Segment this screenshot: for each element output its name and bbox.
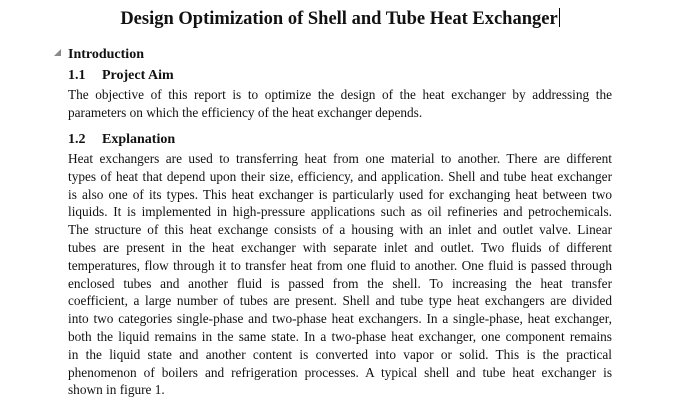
paragraph-line: is also one of its types. This heat exchanger is particularly used for exchanging heat between two [68, 186, 612, 202]
paragraph-line: The structure of this heat exchange consists of a housing with an inlet and outlet valve. Linear [68, 222, 612, 238]
paragraph-line: coefficient, a large number of tubes are present. Shell and tube type heat exchangers are divided [68, 293, 612, 309]
paragraph-line: in the liquid state and another content is converted into vapor or solid. This is the practical [68, 346, 612, 362]
paragraph-line: The objective of this report is to optimize the design of the heat exchanger by addressing the [68, 87, 612, 102]
heading-project-aim[interactable] [68, 67, 174, 84]
paragraph-explanation[interactable] [68, 150, 612, 399]
section-number: 1.2 [68, 132, 86, 147]
document-title-text[interactable]: Design Optimization of Shell and Tube Heat Exchanger [120, 9, 558, 29]
document-title[interactable] [0, 8, 680, 30]
paragraph-line: parameters on which the efficiency of the heat exchanger depends. [68, 104, 423, 120]
paragraph-line: liquids. It is implemented in high-pressure applications such as oil refineries and petrochemicals. [68, 204, 612, 220]
paragraph-line: into two categories single-phase and two-phase heat exchangers. In a single-phase, heat exchanger, [68, 311, 612, 327]
paragraph-line: Heat exchangers are used to transferring heat from one material to another. There are different [68, 151, 612, 166]
paragraph-line: tubes are present in the heat exchanger with separate inlet and outlet. Two fluids of different [68, 239, 612, 255]
paragraph-line: temperatures, flow through it to transfer heat from one fluid to another. One fluid is passed through [68, 257, 612, 273]
text-cursor [559, 8, 560, 27]
section-heading-text: Explanation [102, 132, 176, 147]
heading-explanation[interactable] [68, 131, 175, 148]
paragraph-line: enclosed tubes and another fluid is passed from the shell. To increasing the heat transfer [68, 275, 612, 291]
paragraph-project-aim[interactable] [68, 86, 612, 122]
heading-introduction[interactable]: Introduction [68, 47, 144, 62]
paragraph-line: types of heat that depend upon their size, efficiency, and application. Shell and tube heat exchanger [68, 168, 612, 184]
section-heading-text: Project Aim [102, 68, 174, 83]
paragraph-line: both the liquid remains in the same state. In a two-phase heat exchanger, one component remains [68, 328, 612, 344]
paragraph-line: phenomenon of boilers and refrigeration processes. A typical shell and tube heat exchanger is [68, 364, 612, 380]
section-number: 1.1 [68, 68, 86, 83]
paragraph-line: shown in figure 1. [68, 382, 165, 398]
collapse-heading-icon[interactable] [54, 49, 61, 56]
